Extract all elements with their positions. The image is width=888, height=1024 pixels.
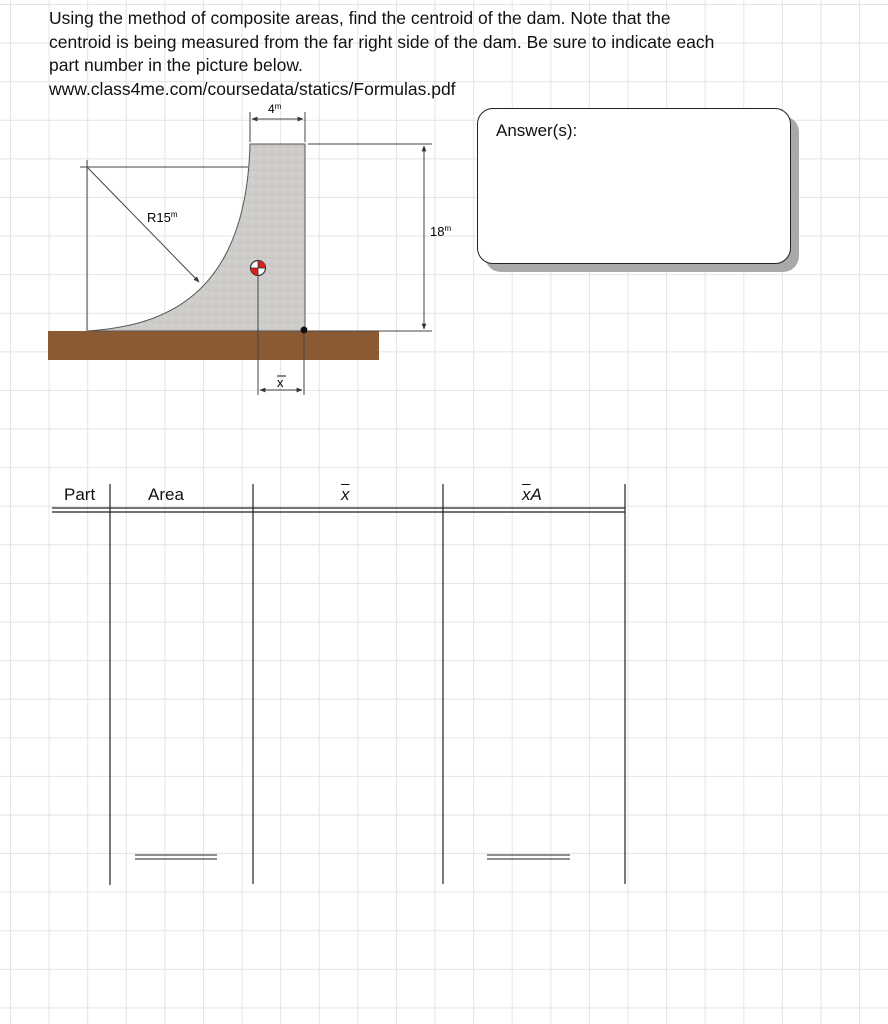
answer-label: Answer(s): bbox=[496, 121, 578, 140]
header-xa bbox=[522, 485, 542, 505]
formulas-link[interactable]: www.class4me.com/coursedata/statics/Formulas.pdf bbox=[49, 78, 456, 99]
radius-line bbox=[87, 167, 199, 282]
problem-line-2: centroid is being measured from the far right side of the dam. Be sure to indicate each bbox=[49, 31, 715, 52]
centroid-icon bbox=[251, 261, 266, 276]
reference-point bbox=[301, 327, 308, 334]
header-xa-x: $\overline{x}$ bbox=[522, 485, 531, 504]
problem-line-1: Using the method of composite areas, find the centroid of the dam. Note that the bbox=[49, 8, 671, 28]
header-xbar: $\overline{x}$ bbox=[341, 485, 350, 504]
width-label: 4$^m$ bbox=[268, 102, 282, 116]
header-area: Area bbox=[148, 485, 184, 504]
header-xa-a: A bbox=[530, 485, 542, 504]
radius-label: R15$^m$ bbox=[147, 210, 178, 225]
problem-line-3: part number in the picture below. bbox=[49, 55, 303, 75]
height-label: 18$^m$ bbox=[430, 224, 452, 239]
dam-body bbox=[88, 144, 305, 331]
xbar-label: x bbox=[277, 375, 284, 390]
ground bbox=[48, 331, 379, 360]
header-part: Part bbox=[64, 485, 96, 504]
answer-box[interactable] bbox=[477, 108, 791, 264]
